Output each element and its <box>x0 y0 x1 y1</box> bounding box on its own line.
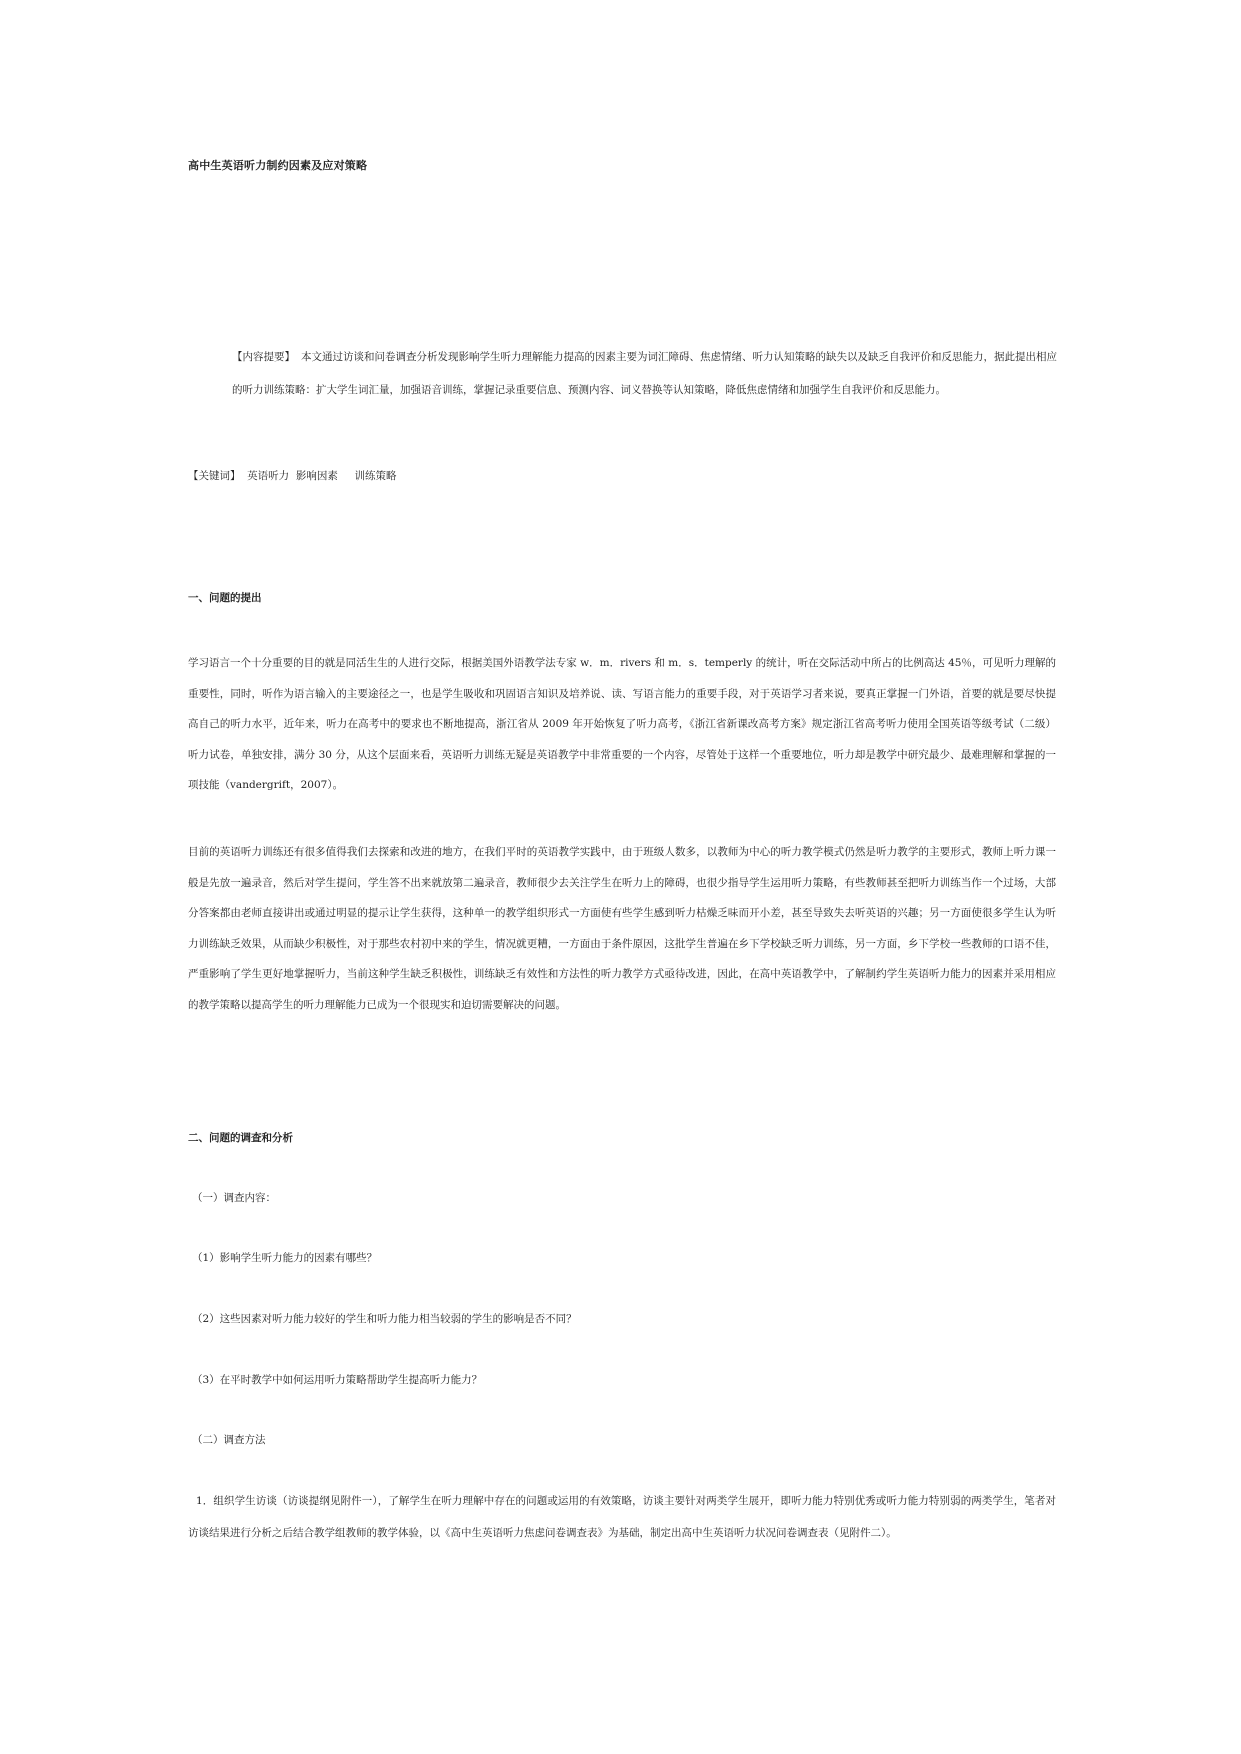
keywords <box>188 468 397 483</box>
list-item: （3）在平时教学中如何运用听力策略帮助学生提高听力能力？ <box>192 1374 483 1386</box>
list-item: （1）影响学生听力能力的因素有哪些？ <box>192 1252 378 1264</box>
abstract-label: 【内容提要】 <box>232 351 295 363</box>
keywords-label: 【关键词】 <box>188 470 241 482</box>
section-heading-2: 二、问题的调查和分析 <box>188 1132 293 1144</box>
paragraph: 学习语言一个十分重要的目的就是同活生生的人进行交际，根据美国外语教学法专家 w．m．rivers 和 m．s．temperly 的统计，听在交际活动中所占的比例高达 45％，可见听力理解的重要性，同时，听作为语言输入的主要途径之一，也是学生吸收和巩固语言知识及培养说、读、写语言能力的重要手段，对于英语学习者来说，要真正掌握一门外语，首要的就是要尽快提高自己的听力水平，近年来，听力在高考中的要求也不断地提高，浙江省从 2009 年开始恢复了听力高考，《浙江省新课改高考方案》规定浙江省高考听力使用全国英语等级考试（二级）听力试卷，单独安排，满分 30 分，从这个层面来看，英语听力训练无疑是英语教学中非常重要的一个内容，尽管处于这样一个重要地位，听力却是教学中研究最少、最难理解和掌握的一项技能（vandergrift，2007）。 <box>188 657 1056 791</box>
section-heading-1: 一、问题的提出 <box>188 592 262 604</box>
keywords-text: 英语听力 影响因素 训练策略 <box>240 470 397 482</box>
abstract-text: 本文通过访谈和问卷调查分析发现影响学生听力理解能力提高的因素主要为词汇障碍、焦虑情绪、听力认知策略的缺失以及缺乏自我评价和反思能力，据此提出相应的听力训练策略：扩大学生词汇量，加强语音训练，掌握记录重要信息、预测内容、词义替换等认知策略，降低焦虑情绪和加强学生自我评价和反思能力。 <box>232 351 1057 396</box>
subsection-heading: （二）调查方法 <box>192 1434 266 1446</box>
list-item: （2）这些因素对听力能力较好的学生和听力能力相当较弱的学生的影响是否不同？ <box>192 1313 577 1325</box>
paragraph: 目前的英语听力训练还有很多值得我们去探索和改进的地方，在我们平时的英语教学实践中，由于班级人数多，以教师为中心的听力教学模式仍然是听力教学的主要形式，教师上听力课一般是先放一遍录音，然后对学生提问，学生答不出来就放第二遍录音，教师很少去关注学生在听力上的障碍，也很少指导学生运用听力策略，有些教师甚至把听力训练当作一个过场，大部分答案都由老师直接讲出或通过明显的提示让学生获得，这种单一的教学组织形式一方面使有些学生感到听力枯燥乏味而开小差，甚至导致失去听英语的兴趣；另一方面使很多学生认为听力训练缺乏效果，从而缺少积极性，对于那些农村初中来的学生，情况就更糟，一方面由于条件原因，这批学生普遍在乡下学校缺乏听力训练，另一方面，乡下学校一些教师的口语不佳，严重影响了学生更好地掌握听力，当前这种学生缺乏积极性，训练缺乏有效性和方法性的听力教学方式亟待改进，因此，在高中英语教学中，了解制约学生英语听力能力的因素并采用相应的教学策略以提高学生的听力理解能力已成为一个很现实和迫切需要解决的问题。 <box>188 846 1056 1011</box>
subsection-heading: （一）调查内容： <box>192 1192 276 1204</box>
paragraph: 1．组织学生访谈（访谈提纲见附件一），了解学生在听力理解中存在的问题或运用的有效策略，访谈主要针对两类学生展开，即听力能力特别优秀或听力能力特别弱的两类学生，笔者对访谈结果进行分析之后结合教学组教师的教学体验，以《高中生英语听力焦虑问卷调查表》为基础，制定出高中生英语听力状况问卷调查表（见附件二）。 <box>188 1495 1056 1539</box>
abstract <box>232 341 1062 406</box>
document-title: 高中生英语听力制约因素及应对策略 <box>188 159 368 172</box>
